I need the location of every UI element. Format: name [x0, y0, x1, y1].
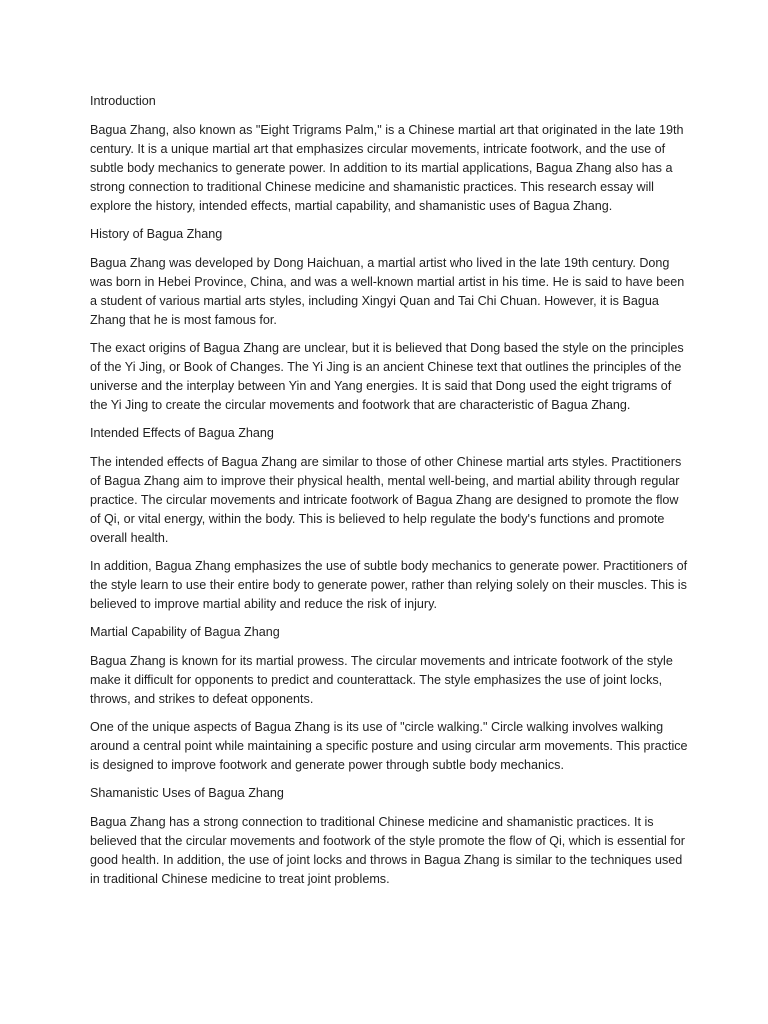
paragraph: The exact origins of Bagua Zhang are unclear, but it is believed that Dong based the style on the principles of the Yi Jing, or Book of Changes. The Yi Jing is an ancient Chinese text that outlines the principles of the universe and the interplay between Yin and Yang energies. It is said that Dong used the eight trigrams of the Yi Jing to create the circular movements and footwork that are characteristic of Bagua Zhang. — [90, 341, 684, 412]
paragraph: The intended effects of Bagua Zhang are similar to those of other Chinese martial arts styles. Practitioners of Bagua Zhang aim to improve their physical health, mental well-being, and martial ability through regular practice. The circular movements and intricate footwork of Bagua Zhang are designed to promote the flow of Qi, or vital energy, within the body. This is believed to help regulate the body's functions and promote overall health. — [90, 455, 682, 545]
document-page — [90, 92, 688, 898]
section-heading: Martial Capability of Bagua Zhang — [90, 625, 280, 639]
paragraph: Bagua Zhang has a strong connection to traditional Chinese medicine and shamanistic practices. It is believed that the circular movements and footwork of the style promote the flow of Qi, which is essential for good health. In addition, the use of joint locks and throws in Bagua Zhang is similar to the techniques used in traditional Chinese medicine to treat joint problems. — [90, 815, 685, 886]
paragraph: Bagua Zhang was developed by Dong Haichuan, a martial artist who lived in the late 19th century. Dong was born in Hebei Province, China, and was a well-known martial artist in his time. He is said to have been a student of various martial arts styles, including Xingyi Quan and Tai Chi Chuan. However, it is Bagua Zhang that he is most famous for. — [90, 256, 685, 327]
section-heading: Shamanistic Uses of Bagua Zhang — [90, 786, 284, 800]
section-heading: Introduction — [90, 94, 156, 108]
section-heading: Intended Effects of Bagua Zhang — [90, 426, 274, 440]
paragraph: Bagua Zhang, also known as "Eight Trigrams Palm," is a Chinese martial art that originated in the late 19th century. It is a unique martial art that emphasizes circular movements, intricate footwork, and the use of subtle body mechanics to generate power. In addition to its martial applications, Bagua Zhang also has a strong connection to traditional Chinese medicine and shamanistic practices. This research essay will explore the history, intended effects, martial capability, and shamanistic uses of Bagua Zhang. — [90, 123, 684, 213]
section-heading: History of Bagua Zhang — [90, 227, 223, 241]
paragraph: Bagua Zhang is known for its martial prowess. The circular movements and intricate footwork of the style make it difficult for opponents to predict and counterattack. The style emphasizes the use of joint locks, throws, and strikes to defeat opponents. — [90, 654, 673, 706]
paragraph: One of the unique aspects of Bagua Zhang is its use of "circle walking." Circle walking involves walking around a central point while maintaining a specific posture and using circular arm movements. This practice is designed to improve footwork and generate power through subtle body mechanics. — [90, 720, 688, 772]
paragraph: In addition, Bagua Zhang emphasizes the use of subtle body mechanics to generate power. Practitioners of the style learn to use their entire body to generate power, rather than relying solely on their muscles. This is believed to improve martial ability and reduce the risk of injury. — [90, 559, 688, 611]
